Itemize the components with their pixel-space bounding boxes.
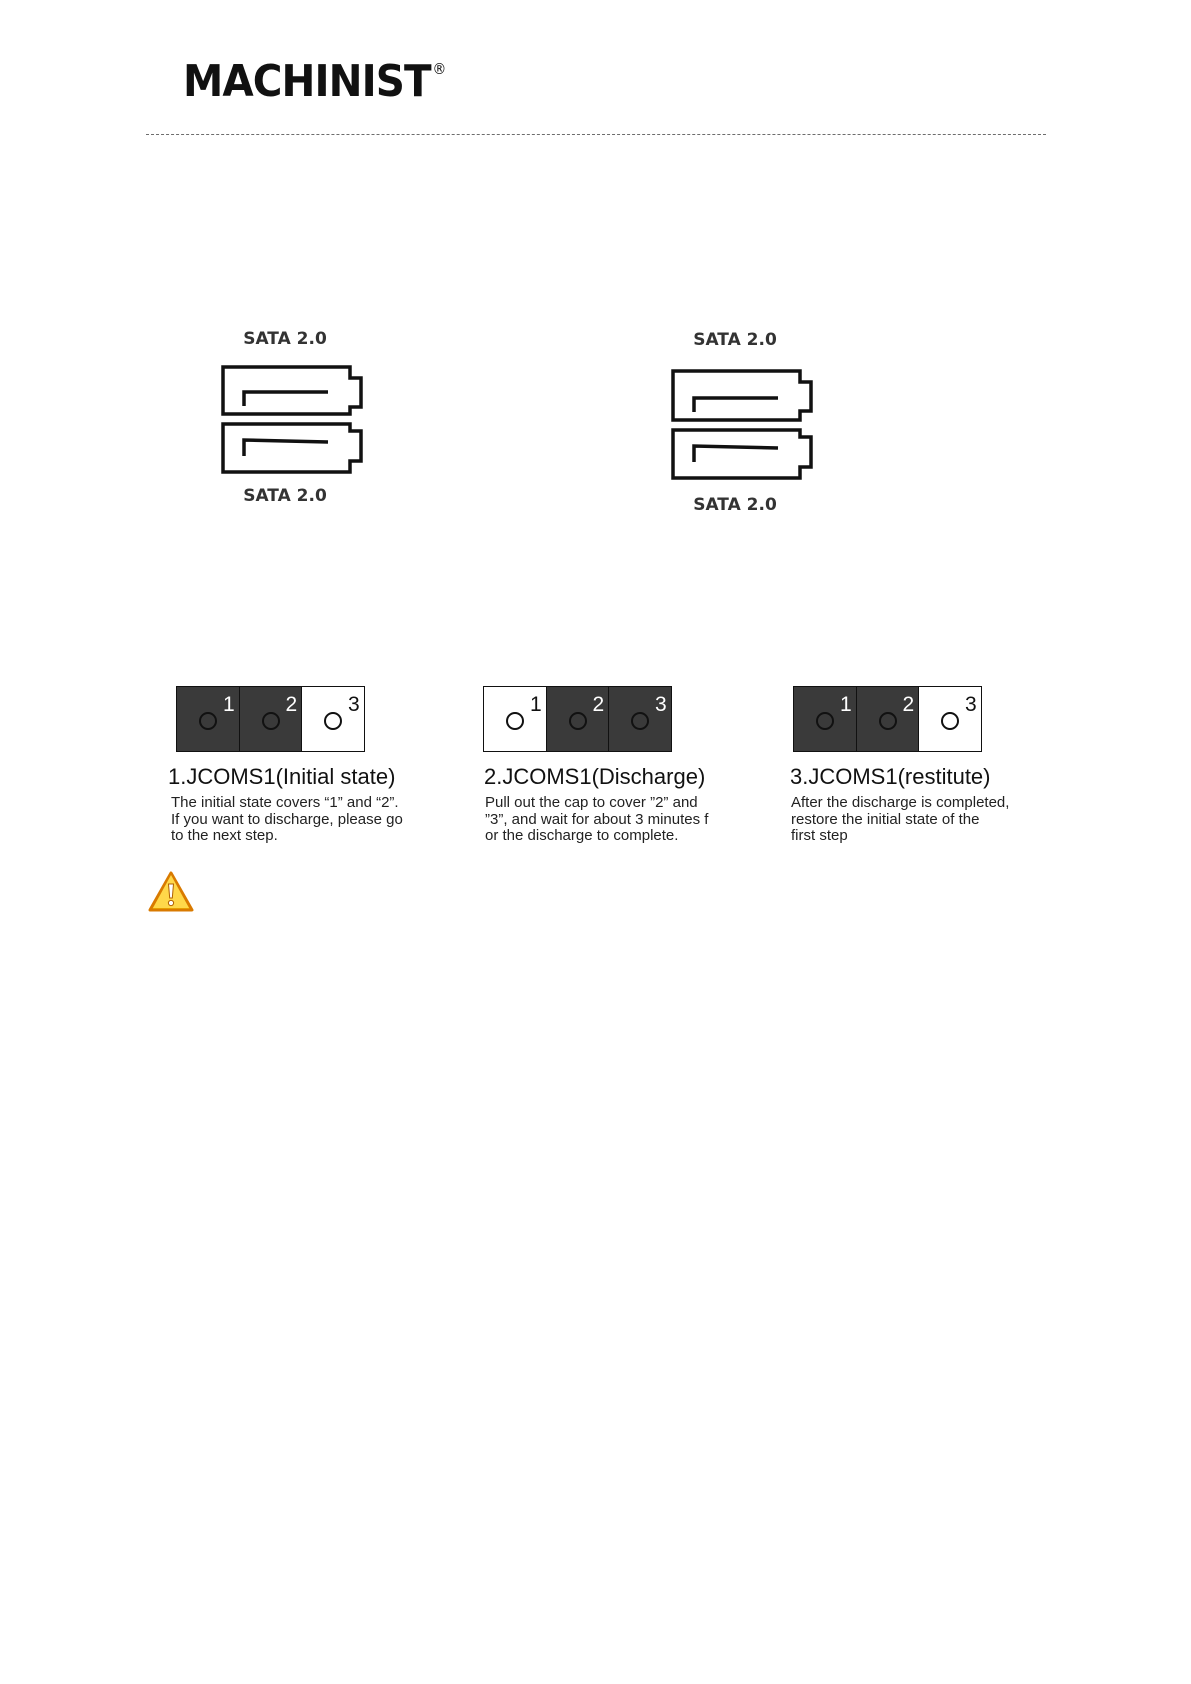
step-1-description <box>171 795 451 845</box>
jumper-pin-2 <box>856 686 920 752</box>
pin-hole-icon <box>506 712 524 730</box>
header-divider <box>146 134 1046 135</box>
pin-hole-icon <box>631 712 649 730</box>
sata-connector-icon <box>220 362 365 480</box>
jumper-pin-3 <box>301 686 365 752</box>
desc-line: After the discharge is completed, <box>791 794 1010 811</box>
desc-line: restore the initial state of the <box>791 810 980 828</box>
step-3-title: 3.JCOMS1(restitute) <box>790 764 991 789</box>
desc-line: The initial state covers “1” and “2”. <box>171 794 399 811</box>
step-2-description <box>485 795 765 845</box>
pin-number: 1 <box>223 693 235 716</box>
pin-number: 3 <box>655 693 667 716</box>
sata-port-pair-left <box>220 326 380 526</box>
step-2-title: 2.JCOMS1(Discharge) <box>484 764 706 789</box>
jumper-pin-1 <box>176 686 240 752</box>
jumper-pin-2 <box>239 686 303 752</box>
sata-top-label: SATA 2.0 <box>243 329 327 349</box>
jumper-pin-1 <box>793 686 857 752</box>
pin-number: 1 <box>840 693 852 716</box>
step-1-title: 1.JCOMS1(Initial state) <box>168 764 396 789</box>
jumper-pin-2 <box>546 686 610 752</box>
sata-bottom-label: SATA 2.0 <box>693 495 777 515</box>
desc-line: Pull out the cap to cover ”2” and <box>485 794 698 811</box>
sata-bottom-label: SATA 2.0 <box>243 486 327 506</box>
pin-number: 1 <box>530 693 542 716</box>
pin-number: 3 <box>965 693 977 716</box>
desc-line: to the next step. <box>171 827 278 844</box>
pin-hole-icon <box>199 712 217 730</box>
sata-connector-icon <box>670 366 815 488</box>
pin-number: 2 <box>285 693 298 716</box>
brand-name: MACHINIST <box>183 56 431 107</box>
sata-top-label: SATA 2.0 <box>693 330 777 350</box>
pin-hole-icon <box>879 712 897 730</box>
jumper-pin-3 <box>918 686 982 752</box>
jumper-diagram-initial <box>176 686 365 752</box>
pin-hole-icon <box>941 712 959 730</box>
jumper-diagram-restitute <box>793 686 982 752</box>
desc-line: If you want to discharge, please go <box>171 810 403 828</box>
pin-number: 2 <box>592 693 605 716</box>
desc-line: first step <box>791 827 848 844</box>
desc-line: or the discharge to complete. <box>485 827 679 844</box>
brand-logo <box>183 56 446 107</box>
sata-port-pair-right <box>670 327 830 527</box>
jumper-pin-3 <box>608 686 672 752</box>
pin-hole-icon <box>569 712 587 730</box>
pin-hole-icon <box>816 712 834 730</box>
registered-mark: ® <box>432 60 446 78</box>
pin-number: 2 <box>902 693 915 716</box>
jumper-pin-1 <box>483 686 547 752</box>
jumper-diagram-discharge <box>483 686 672 752</box>
pin-hole-icon <box>324 712 342 730</box>
desc-line: ”3”, and wait for about 3 minutes f <box>485 810 709 828</box>
pin-hole-icon <box>262 712 280 730</box>
pin-number: 3 <box>348 693 360 716</box>
warning-triangle-icon <box>147 870 195 914</box>
step-3-description <box>791 795 1071 845</box>
